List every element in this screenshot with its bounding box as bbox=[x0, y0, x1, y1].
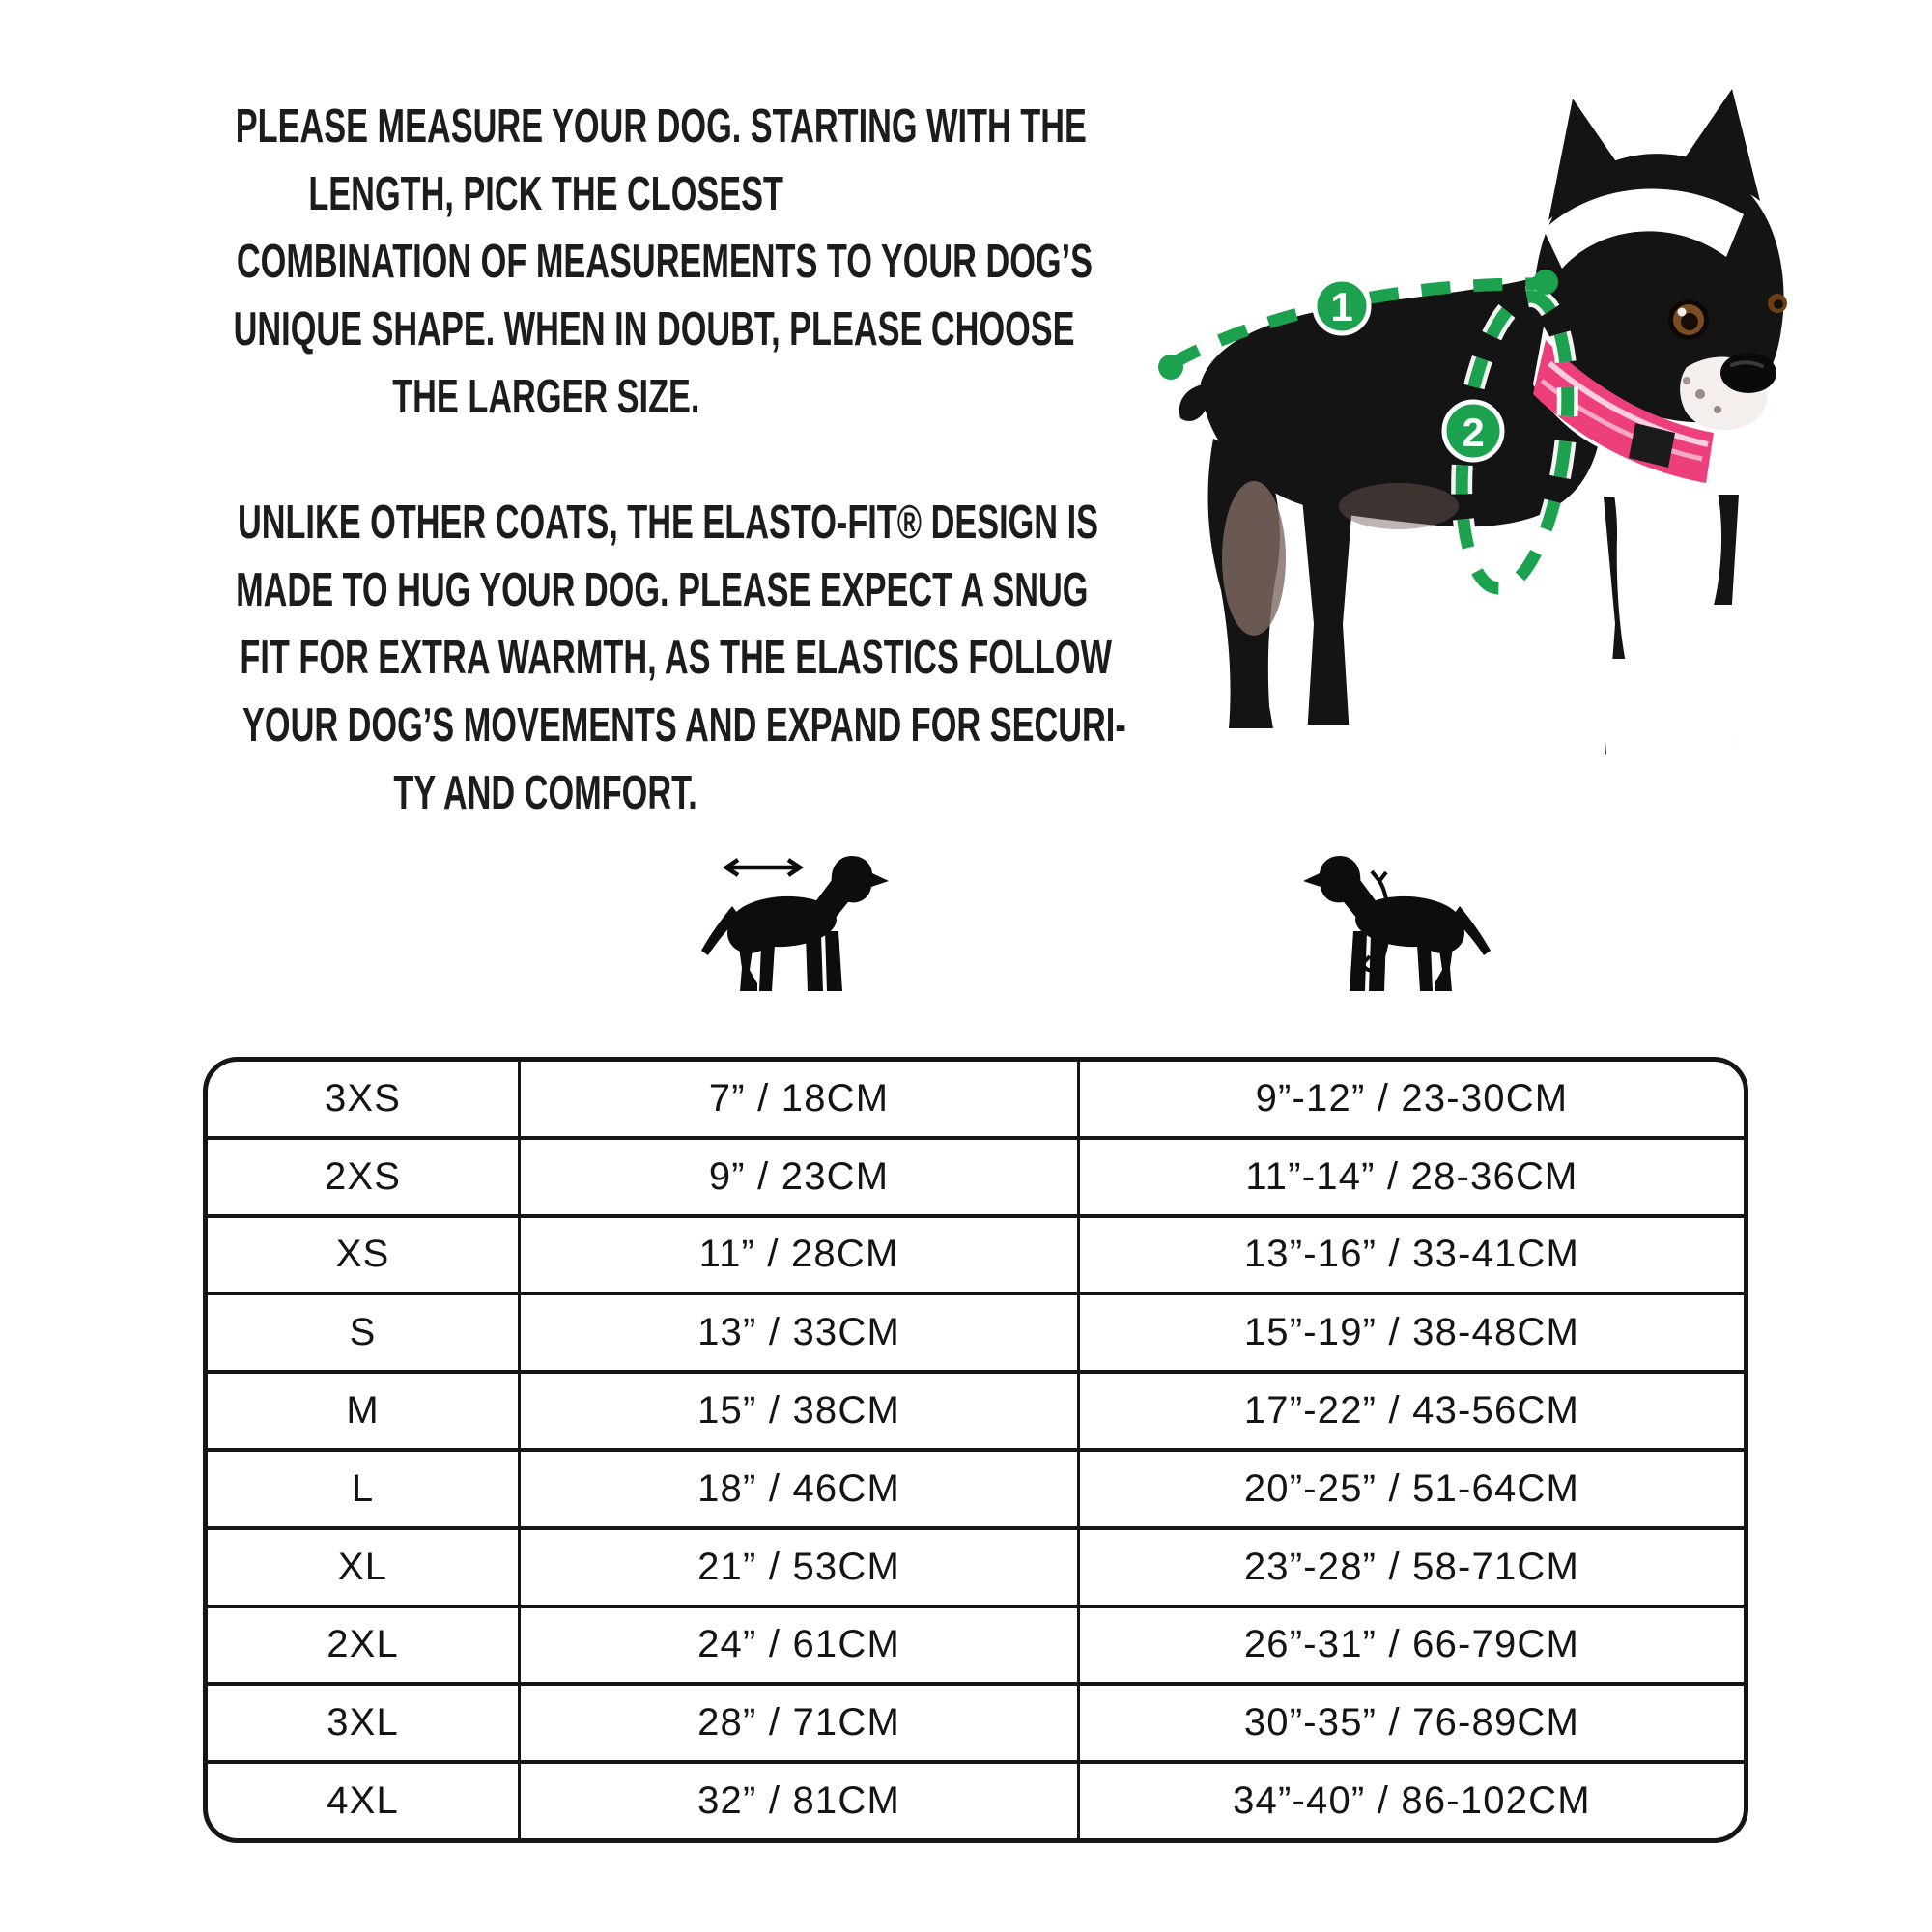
instruction-line: YOUR DOG’S MOVEMENTS AND EXPAND FOR SECURI- bbox=[242, 699, 1126, 752]
dog-measurement-photo bbox=[1109, 83, 1808, 777]
dog-eye bbox=[1668, 299, 1709, 340]
instruction-line: UNIQUE SHAPE. WHEN IN DOUBT, PLEASE CHOOSE bbox=[233, 303, 1075, 355]
girth-cell: 17”-22” / 43-56CM bbox=[1077, 1374, 1744, 1448]
size-cell: 2XL bbox=[327, 1623, 399, 1666]
girth-cell: 20”-25” / 51-64CM bbox=[1077, 1452, 1744, 1526]
girth-cell: 11”-14” / 28-36CM bbox=[1077, 1140, 1744, 1214]
boston-terrier-illustration bbox=[1109, 83, 1808, 777]
girth-cell: 30”-35” / 76-89CM bbox=[1077, 1686, 1744, 1760]
instruction-line: UNLIKE OTHER COATS, THE ELASTO-FIT® DESIGN IS bbox=[237, 497, 1099, 549]
instruction-line: TY AND COMFORT. bbox=[393, 767, 698, 819]
size-cell: 2XS bbox=[324, 1154, 402, 1198]
girth-cell: 9”-12” / 23-30CM bbox=[1077, 1062, 1744, 1136]
size-table-row bbox=[208, 1605, 1744, 1683]
length-cell: 11” / 28CM bbox=[518, 1218, 1077, 1293]
instruction-line: FIT FOR EXTRA WARMTH, AS THE ELASTICS FOLLOW bbox=[240, 632, 1112, 684]
size-table-row bbox=[208, 1682, 1744, 1760]
instruction-line: COMBINATION OF MEASUREMENTS TO YOUR DOG’S bbox=[236, 236, 1094, 288]
length-line-start-dot bbox=[1158, 355, 1183, 380]
size-table-row bbox=[208, 1370, 1744, 1448]
girth-cell: 15”-19” / 38-48CM bbox=[1077, 1295, 1744, 1370]
length-line-end-dot bbox=[1533, 270, 1558, 295]
girth-cell: 13”-16” / 33-41CM bbox=[1077, 1218, 1744, 1293]
instruction-line: MADE TO HUG YOUR DOG. PLEASE EXPECT A SNUG bbox=[236, 564, 1089, 616]
size-table bbox=[203, 1057, 1748, 1843]
size-table-row bbox=[208, 1062, 1744, 1136]
size-cell: XS bbox=[335, 1233, 390, 1276]
size-cell: L bbox=[351, 1466, 375, 1510]
svg-text:1: 1 bbox=[1330, 284, 1353, 329]
length-cell: 21” / 53CM bbox=[518, 1530, 1077, 1605]
size-cell: 3XL bbox=[327, 1701, 399, 1745]
dog-silhouette-right bbox=[701, 856, 889, 991]
girth-measurement-icon bbox=[1293, 846, 1500, 1001]
dog-far-eye bbox=[1768, 294, 1787, 313]
size-table-row bbox=[208, 1448, 1744, 1526]
length-measurement-icon bbox=[692, 846, 899, 1001]
length-cell: 9” / 23CM bbox=[518, 1140, 1077, 1214]
girth-cell: 23”-28” / 58-71CM bbox=[1077, 1530, 1744, 1605]
step2-badge bbox=[1444, 402, 1502, 460]
elasto-fit-note-paragraph bbox=[53, 489, 1126, 827]
length-cell: 24” / 61CM bbox=[518, 1608, 1077, 1683]
size-table-row bbox=[208, 1136, 1744, 1214]
girth-cell: 26”-31” / 66-79CM bbox=[1077, 1608, 1744, 1683]
instruction-line: THE LARGER SIZE. bbox=[391, 371, 700, 423]
girth-cell: 34”-40” / 86-102CM bbox=[1077, 1764, 1744, 1838]
size-table-row bbox=[208, 1214, 1744, 1293]
length-cell: 18” / 46CM bbox=[518, 1452, 1077, 1526]
length-cell: 15” / 38CM bbox=[518, 1374, 1077, 1448]
measuring-instructions-paragraph bbox=[53, 93, 1094, 431]
size-cell: 3XS bbox=[324, 1076, 402, 1120]
dog-nose bbox=[1720, 353, 1776, 393]
step1-badge bbox=[1315, 279, 1369, 333]
length-cell: 7” / 18CM bbox=[518, 1062, 1077, 1136]
length-cell: 13” / 33CM bbox=[518, 1295, 1077, 1370]
svg-text:2: 2 bbox=[1462, 410, 1485, 455]
instruction-line: PLEASE MEASURE YOUR DOG. STARTING WITH THE bbox=[235, 100, 1087, 153]
dog-silhouette-left bbox=[1303, 856, 1491, 991]
length-cell: 32” / 81CM bbox=[518, 1764, 1077, 1838]
length-cell: 28” / 71CM bbox=[518, 1686, 1077, 1760]
size-table-row bbox=[208, 1292, 1744, 1370]
size-cell: XL bbox=[337, 1545, 388, 1588]
size-table-row bbox=[208, 1526, 1744, 1605]
size-cell: S bbox=[349, 1311, 377, 1354]
length-arrow-icon bbox=[726, 860, 800, 875]
size-cell: M bbox=[346, 1389, 380, 1433]
size-table-row bbox=[208, 1760, 1744, 1838]
size-cell: 4XL bbox=[327, 1779, 399, 1823]
instruction-line: LENGTH, PICK THE CLOSEST bbox=[308, 168, 783, 220]
